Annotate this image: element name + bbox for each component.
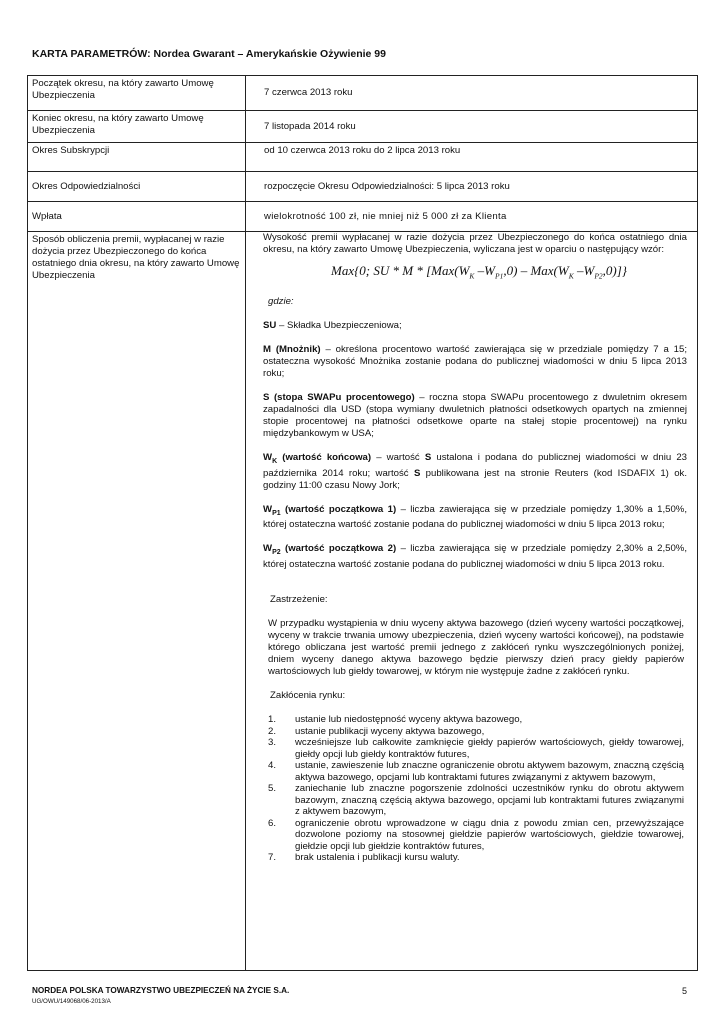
document-reference: UG/OWU/149068/06-2013/A <box>32 998 111 1005</box>
row-label: Sposób obliczenia premii, wypłacanej w razie dożycia przez Ubezpieczonego do końca ostatniego dnia okresu, na który zawarto Umowę Ubezpieczenia <box>28 232 246 971</box>
table-row <box>28 172 698 202</box>
reservation-text: W przypadku wystąpienia w dniu wyceny aktywa bazowego (dzień wyceny wartości początkowej, wyceny w trakcie trwania umowy ubezpieczenia, dzień wyceny wartości końcowej), na podstawie którego obliczana jest wartość premii jednego z zakłóceń rynku wyszczególnionych poniżej, dniem wyceny danego aktywa bazowego będzie pierwszy dzień pracy giełdy papierów wartościowych lub giełdy towarowej, w którym nie występuje żadne z zakłóceń rynku. <box>268 618 684 678</box>
page-title: KARTA PARAMETRÓW: Nordea Gwarant – Amerykańskie Ożywienie 99 <box>32 48 386 60</box>
gdzie-label: gdzie: <box>268 295 294 307</box>
table-row <box>28 202 698 232</box>
premium-formula: Max{0; SU * M * [$Max(W_K$ $-W_{P1},0) - Max(W_K$ $-W_{P2},0$)]} <box>330 263 627 281</box>
definition-s: S (stopa SWAPu procentowego) – roczna stopa SWAPu procentowego z dwuletnim okresem zapadalności dla USD (stopa wymiany dwuletnich płatności odsetkowych opartych na zmiennej stopie procentowej na płatności odsetkowe oparte na stałej stopie procentowej) na rynku międzybankowym w USA; <box>263 391 687 439</box>
footer-company: NORDEA POLSKA TOWARZYSTWO UBEZPIECZEŃ NA ŻYCIE S.A. <box>32 986 290 995</box>
disruptions-list <box>268 714 684 864</box>
list-item: 4. ustanie, zawieszenie lub znaczne ograniczenie obrotu aktywem bazowym, znaczną częścią aktywa bazowego, opcjami lub kontraktami futures związanymi z aktywem bazowym, <box>268 760 684 783</box>
row-label: Okres Odpowiedzialności <box>28 172 246 202</box>
row-label: Koniec okresu, na który zawarto Umowę Ubezpieczenia <box>28 111 246 143</box>
row-label: Początek okresu, na który zawarto Umowę Ubezpieczenia <box>28 76 246 111</box>
list-item: 6. ograniczenie obrotu wprowadzone w ciągu dnia z powodu zmian cen, przewyższające dozwolone poziomy na stosownej giełdzie papierów wartościowych, giełdzie towarowej, giełdzie opcji lub giełdzie kontraktów futures, <box>268 817 684 852</box>
list-item: 7. brak ustalenia i publikacji kursu waluty. <box>268 852 460 864</box>
row-value: od 10 czerwca 2013 roku do 2 lipca 2013 roku <box>246 143 698 172</box>
parameters-table <box>27 75 698 971</box>
list-item: 3. wcześniejsze lub całkowite zamknięcie giełdy papierów wartościowych, giełdy towarowej, giełdy opcji lub giełdy kontraktów futures, <box>268 737 684 760</box>
definition-wp2: $W_{P2}$ (wartość początkowa 2) – liczba zawierająca się w przedziale pomiędzy 2,30% a 2,50%, której ostateczna wartość zostanie podana do publicznej wiadomości w dniu 5 lipca 2013 roku. <box>263 543 688 571</box>
reservation-heading: Zastrzeżenie: <box>270 594 328 606</box>
row-label: Okres Subskrypcji <box>28 143 246 172</box>
table-row <box>28 76 698 111</box>
page-number: 5 <box>682 986 688 996</box>
table-row <box>28 143 698 172</box>
reservation-section <box>263 594 687 864</box>
definition-wp1: $W_{P1}$ (wartość początkowa 1) – liczba zawierająca się w przedziale pomiędzy 1,30% a 1,50%, której ostateczna wartość zostanie podana do publicznej wiadomości w dniu 5 lipca 2013 roku; <box>263 503 688 531</box>
disruptions-heading: Zakłócenia rynku: <box>270 690 346 702</box>
premium-description <box>246 232 698 971</box>
row-value: 7 listopada 2014 roku <box>246 111 698 143</box>
list-item: 2. ustanie publikacji wyceny aktywa bazowego, <box>268 725 485 737</box>
definition-su: SU – Składka Ubezpieczeniowa; <box>263 319 402 331</box>
table-row <box>28 111 698 143</box>
definition-wk: $W_K$ (wartość końcowa) – wartość S ustalona i podana do publicznej wiadomości w dniu 23 października 2014 roku; wartość S publikowana jest na stronie Reuters (kod ISDAFIX 1) ok. godziny 11:00 czasu Nowy Jork; <box>263 451 688 491</box>
list-item: 1. ustanie lub niedostępność wyceny aktywa bazowego, <box>268 714 523 726</box>
row-label: Wpłata <box>28 202 246 232</box>
list-item: 5. zaniechanie lub znaczne pogorszenie zdolności uczestników rynku do obrotu aktywem bazowym, znaczną częścią aktywa bazowego, opcjami lub kontraktami futures związanymi z aktywem bazowym, <box>268 783 684 818</box>
definition-m: M (Mnożnik) – określona procentowo wartość zawierająca się w przedziale pomiędzy 7 a 15; ostateczna wysokość Mnożnika zostanie podana do publicznej wiadomości w dniu 5 lipca 2013 roku; <box>263 343 688 379</box>
table-row <box>28 232 698 971</box>
row-value: rozpoczęcie Okresu Odpowiedzialności: 5 lipca 2013 roku <box>246 172 698 202</box>
premium-intro: Wysokość premii wypłacanej w razie dożycia przez Ubezpieczonego do końca ostatniego dnia okresu, na który zawarto Umowę Ubezpieczenia, wyliczana jest w oparciu o następujący wzór: <box>263 232 687 255</box>
row-value: wielokrotność 100 zł, nie mniej niż 5 000 zł za Klienta <box>246 202 698 232</box>
row-value: 7 czerwca 2013 roku <box>246 76 698 111</box>
